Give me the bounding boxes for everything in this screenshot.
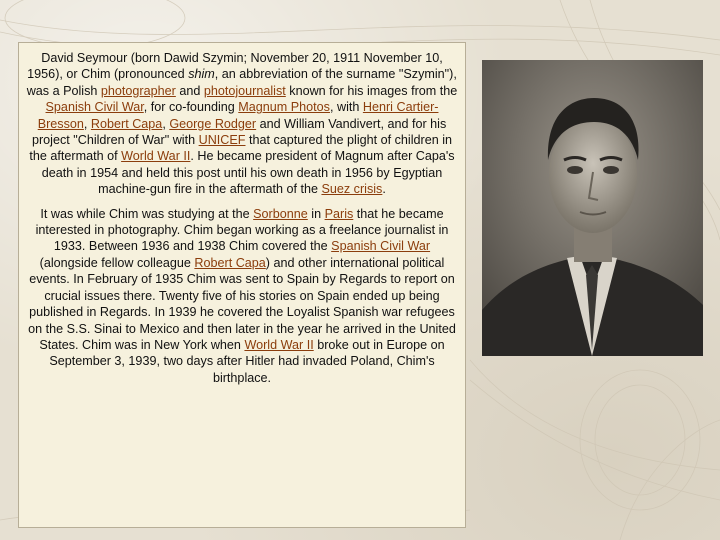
link-george-rodger[interactable]: George Rodger (169, 116, 257, 131)
text-run: that he became interested in photography. Chim began working as a freelance journalist in 1933. Between 1936 and 1938 Chim covered the (35, 206, 449, 254)
text-run: , (162, 116, 170, 131)
text-run: , an abbreviation of the surname "Szymin"), was a Polish (26, 67, 457, 98)
text-run: . He became president of Magnum after Capa's death in 1954 and held this post until his own death in 1956 by Egyptian machine-gun fire in the aftermath of the (41, 149, 455, 197)
text-run: and (175, 83, 204, 98)
text-run: in (307, 206, 325, 221)
portrait-image (482, 60, 703, 356)
link-unicef[interactable]: UNICEF (198, 133, 246, 148)
link-world-war-ii[interactable]: World War II (244, 337, 314, 352)
link-magnum-photos[interactable]: Magnum Photos (238, 100, 330, 115)
link-photographer[interactable]: photographer (100, 83, 176, 98)
text-run: David Seymour (born Dawid Szymin; November 20, 1911 November 10, 1956), or Chim (pronounced (27, 51, 443, 82)
paragraph-biography (25, 50, 459, 198)
text-run: that captured the plight of children in the aftermath of (29, 133, 453, 164)
text-run: ) and other international political events. In February of 1935 Chim was sent to Spain by Regards to report on crucial issues there. Twenty five of his stories on Spain ended up being published in Regards. In 1939 he covered the Loyalist Spanish war refugees on the S.S. Sinai to Mexico and then later in the year he arrived in the United States. Chim was in New York when (28, 255, 456, 352)
text-run: (alongside fellow colleague (39, 255, 195, 270)
text-run: and William Vandivert, and for his project "Children of War" with (31, 116, 447, 148)
text-run: It was while Chim was studying at the (40, 206, 254, 221)
link-robert-capa[interactable]: Robert Capa (194, 255, 266, 270)
portrait-photo (482, 60, 703, 356)
text-run: broke out in Europe on September 3, 1939, two days after Hitler had invaded Poland, Chim's birthplace. (49, 337, 445, 385)
link-suez-crisis[interactable]: Suez crisis (321, 182, 383, 197)
text-box (18, 42, 466, 528)
link-paris[interactable]: Paris (324, 206, 354, 221)
text-run: , with (329, 100, 363, 115)
text-run-italic: shim (188, 67, 215, 82)
link-spanish-civil-war[interactable]: Spanish Civil War (331, 239, 431, 254)
text-run: known for his images from the (285, 83, 458, 98)
link-world-war-ii[interactable]: World War II (121, 149, 191, 164)
text-run: , for co-founding (143, 100, 239, 115)
link-robert-capa[interactable]: Robert Capa (90, 116, 163, 131)
link-henri-cartier-bresson[interactable]: Henri Cartier-Bresson (37, 100, 439, 131)
paragraph-career (25, 206, 459, 386)
text-run: . (382, 182, 386, 197)
text-run: , (83, 116, 91, 131)
link-sorbonne[interactable]: Sorbonne (253, 206, 308, 221)
link-spanish-civil-war[interactable]: Spanish Civil War (45, 100, 144, 115)
link-photojournalist[interactable]: photojournalist (203, 83, 286, 98)
